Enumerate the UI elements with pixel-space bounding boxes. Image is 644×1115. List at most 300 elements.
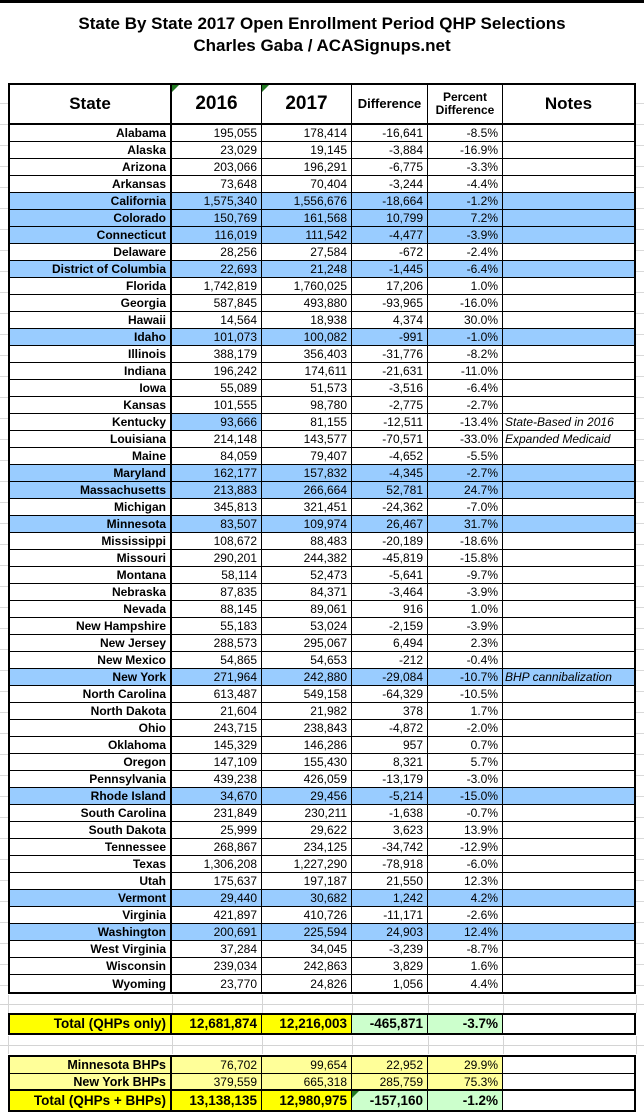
value-2017-cell: 242,863 xyxy=(262,958,352,974)
difference-cell: -4,872 xyxy=(352,720,428,736)
difference-cell: -3,516 xyxy=(352,380,428,396)
percent-difference-cell: -3.9% xyxy=(428,584,503,600)
table-row xyxy=(10,754,634,771)
notes-cell xyxy=(503,550,634,566)
notes-cell xyxy=(503,618,634,634)
value-2017-cell: 197,187 xyxy=(262,873,352,889)
table-body xyxy=(10,125,634,992)
state-name-cell: New Jersey xyxy=(10,635,172,651)
bhp-totals-block xyxy=(8,1055,636,1112)
notes-cell xyxy=(503,635,634,651)
notes-cell xyxy=(503,907,634,923)
value-2017-cell: 81,155 xyxy=(262,414,352,430)
notes-cell xyxy=(503,941,634,957)
value-2016-cell: 145,329 xyxy=(172,737,262,753)
table-row xyxy=(10,686,634,703)
bhp-2017-cell: 99,654 xyxy=(262,1057,352,1073)
notes-cell xyxy=(503,652,634,668)
value-2016-cell: 175,637 xyxy=(172,873,262,889)
notes-cell xyxy=(503,924,634,940)
table-row xyxy=(10,890,634,907)
value-2016-cell: 55,183 xyxy=(172,618,262,634)
title-line-1: State By State 2017 Open Enrollment Period QHP Selections xyxy=(78,14,566,33)
difference-cell: -4,345 xyxy=(352,465,428,481)
value-2016-cell: 87,835 xyxy=(172,584,262,600)
table-row xyxy=(10,839,634,856)
gridline-gap-2 xyxy=(0,1036,644,1054)
table-row xyxy=(10,482,634,499)
table-row xyxy=(10,533,634,550)
bhp-percent-cell: 29.9% xyxy=(428,1057,503,1073)
difference-cell: -70,571 xyxy=(352,431,428,447)
value-2016-cell: 28,256 xyxy=(172,244,262,260)
table-row xyxy=(10,261,634,278)
state-name-cell: Kansas xyxy=(10,397,172,413)
value-2017-cell: 266,664 xyxy=(262,482,352,498)
table-row xyxy=(10,788,634,805)
percent-difference-cell: 7.2% xyxy=(428,210,503,226)
difference-cell: 378 xyxy=(352,703,428,719)
state-name-cell: Alaska xyxy=(10,142,172,158)
state-name-cell: South Carolina xyxy=(10,805,172,821)
grand-total-2016-cell: 13,138,135 xyxy=(172,1091,262,1110)
value-2016-cell: 439,238 xyxy=(172,771,262,787)
notes-cell xyxy=(503,686,634,702)
value-2017-cell: 30,682 xyxy=(262,890,352,906)
value-2017-cell: 29,456 xyxy=(262,788,352,804)
state-name-cell: Florida xyxy=(10,278,172,294)
percent-difference-cell: -12.9% xyxy=(428,839,503,855)
value-2017-cell: 79,407 xyxy=(262,448,352,464)
qhp-selections-table xyxy=(8,83,636,994)
value-2017-cell: 242,880 xyxy=(262,669,352,685)
notes-cell xyxy=(503,737,634,753)
header-difference: Difference xyxy=(352,85,428,123)
difference-cell: 957 xyxy=(352,737,428,753)
percent-difference-cell: -5.5% xyxy=(428,448,503,464)
table-row xyxy=(10,363,634,380)
notes-cell xyxy=(503,227,634,243)
difference-cell: -78,918 xyxy=(352,856,428,872)
state-name-cell: Maryland xyxy=(10,465,172,481)
table-row xyxy=(10,431,634,448)
table-row xyxy=(10,125,634,142)
value-2016-cell: 150,769 xyxy=(172,210,262,226)
percent-difference-cell: 24.7% xyxy=(428,482,503,498)
total-qhps-only-block xyxy=(8,1013,636,1035)
percent-difference-cell: -6.4% xyxy=(428,261,503,277)
difference-cell: -991 xyxy=(352,329,428,345)
difference-cell: -21,631 xyxy=(352,363,428,379)
table-row xyxy=(10,958,634,975)
notes-cell xyxy=(503,754,634,770)
value-2016-cell: 84,059 xyxy=(172,448,262,464)
percent-difference-cell: -3.9% xyxy=(428,618,503,634)
notes-cell xyxy=(503,890,634,906)
notes-cell xyxy=(503,975,634,992)
difference-cell: -2,159 xyxy=(352,618,428,634)
value-2017-cell: 21,982 xyxy=(262,703,352,719)
value-2017-cell: 98,780 xyxy=(262,397,352,413)
notes-cell xyxy=(503,805,634,821)
bhp-2017-cell: 665,318 xyxy=(262,1074,352,1089)
difference-cell: 52,781 xyxy=(352,482,428,498)
table-row xyxy=(10,669,634,686)
state-name-cell: Georgia xyxy=(10,295,172,311)
difference-cell: -6,775 xyxy=(352,159,428,175)
table-row xyxy=(10,210,634,227)
state-name-cell: North Dakota xyxy=(10,703,172,719)
state-name-cell: Arkansas xyxy=(10,176,172,192)
value-2017-cell: 295,067 xyxy=(262,635,352,651)
notes-cell xyxy=(503,533,634,549)
difference-cell: 3,623 xyxy=(352,822,428,838)
difference-cell: -93,965 xyxy=(352,295,428,311)
value-2017-cell: 34,045 xyxy=(262,941,352,957)
value-2016-cell: 388,179 xyxy=(172,346,262,362)
total-label-cell: Total (QHPs only) xyxy=(10,1015,172,1033)
table-row xyxy=(10,159,634,176)
percent-difference-cell: -3.3% xyxy=(428,159,503,175)
difference-cell: -1,445 xyxy=(352,261,428,277)
notes-cell xyxy=(503,363,634,379)
difference-cell: 3,829 xyxy=(352,958,428,974)
value-2016-cell: 1,575,340 xyxy=(172,193,262,209)
state-name-cell: Tennessee xyxy=(10,839,172,855)
notes-cell xyxy=(503,176,634,192)
value-2016-cell: 239,034 xyxy=(172,958,262,974)
value-2016-cell: 93,666 xyxy=(172,414,262,430)
state-name-cell: New Hampshire xyxy=(10,618,172,634)
difference-cell: 26,467 xyxy=(352,516,428,532)
state-name-cell: Virginia xyxy=(10,907,172,923)
difference-cell: -3,464 xyxy=(352,584,428,600)
value-2017-cell: 356,403 xyxy=(262,346,352,362)
header-notes: Notes xyxy=(544,94,593,113)
state-name-cell: Michigan xyxy=(10,499,172,515)
notes-cell xyxy=(503,329,634,345)
value-2016-cell: 25,999 xyxy=(172,822,262,838)
value-2017-cell: 174,611 xyxy=(262,363,352,379)
new-york-bhps-row xyxy=(10,1074,634,1091)
state-name-cell: Massachusetts xyxy=(10,482,172,498)
value-2017-cell: 1,556,676 xyxy=(262,193,352,209)
table-row xyxy=(10,703,634,720)
state-name-cell: Pennsylvania xyxy=(10,771,172,787)
table-row xyxy=(10,822,634,839)
state-name-cell: Washington xyxy=(10,924,172,940)
value-2017-cell: 410,726 xyxy=(262,907,352,923)
notes-cell xyxy=(503,448,634,464)
value-2016-cell: 147,109 xyxy=(172,754,262,770)
table-row xyxy=(10,193,634,210)
notes-cell xyxy=(503,125,634,141)
notes-cell xyxy=(503,856,634,872)
percent-difference-cell: 4.4% xyxy=(428,975,503,992)
table-row xyxy=(10,414,634,431)
percent-difference-cell: -8.5% xyxy=(428,125,503,141)
difference-cell: -2,775 xyxy=(352,397,428,413)
state-name-cell: Illinois xyxy=(10,346,172,362)
state-name-cell: Colorado xyxy=(10,210,172,226)
state-name-cell: Hawaii xyxy=(10,312,172,328)
top-border-line xyxy=(0,0,644,3)
notes-cell xyxy=(503,873,634,889)
value-2017-cell: 157,832 xyxy=(262,465,352,481)
table-row xyxy=(10,567,634,584)
value-2016-cell: 196,242 xyxy=(172,363,262,379)
percent-difference-cell: 4.2% xyxy=(428,890,503,906)
state-name-cell: Montana xyxy=(10,567,172,583)
gridline-margin-left xyxy=(0,83,8,994)
difference-cell: 10,799 xyxy=(352,210,428,226)
value-2016-cell: 58,114 xyxy=(172,567,262,583)
header-percent-difference: Percent Difference xyxy=(428,85,503,123)
value-2017-cell: 111,542 xyxy=(262,227,352,243)
percent-difference-cell: -8.2% xyxy=(428,346,503,362)
difference-cell: -4,477 xyxy=(352,227,428,243)
percent-difference-cell: -13.4% xyxy=(428,414,503,430)
gridline-gap-1 xyxy=(0,995,644,1013)
percent-difference-cell: -1.0% xyxy=(428,329,503,345)
value-2017-cell: 89,061 xyxy=(262,601,352,617)
state-name-cell: Utah xyxy=(10,873,172,889)
percent-difference-cell: -2.7% xyxy=(428,465,503,481)
value-2016-cell: 21,604 xyxy=(172,703,262,719)
difference-cell: -20,189 xyxy=(352,533,428,549)
bhp-notes-cell xyxy=(503,1074,634,1089)
notes-cell xyxy=(503,601,634,617)
percent-difference-cell: -2.0% xyxy=(428,720,503,736)
state-name-cell: Rhode Island xyxy=(10,788,172,804)
value-2017-cell: 225,594 xyxy=(262,924,352,940)
value-2017-cell: 230,211 xyxy=(262,805,352,821)
table-row xyxy=(10,924,634,941)
table-row xyxy=(10,652,634,669)
difference-cell: 8,321 xyxy=(352,754,428,770)
value-2017-cell: 146,286 xyxy=(262,737,352,753)
value-2016-cell: 231,849 xyxy=(172,805,262,821)
bhp-2016-cell: 379,559 xyxy=(172,1074,262,1089)
bhp-label-cell: New York BHPs xyxy=(10,1074,172,1089)
value-2017-cell: 426,059 xyxy=(262,771,352,787)
value-2017-cell: 143,577 xyxy=(262,431,352,447)
notes-cell xyxy=(503,822,634,838)
notes-cell xyxy=(503,210,634,226)
value-2016-cell: 73,648 xyxy=(172,176,262,192)
state-name-cell: Delaware xyxy=(10,244,172,260)
bhp-label-cell: Minnesota BHPs xyxy=(10,1057,172,1073)
state-name-cell: Wyoming xyxy=(10,975,172,992)
percent-difference-cell: -10.5% xyxy=(428,686,503,702)
value-2016-cell: 213,883 xyxy=(172,482,262,498)
percent-difference-cell: 13.9% xyxy=(428,822,503,838)
difference-cell: -5,641 xyxy=(352,567,428,583)
notes-cell xyxy=(503,261,634,277)
table-row xyxy=(10,720,634,737)
table-row xyxy=(10,244,634,261)
state-name-cell: Louisiana xyxy=(10,431,172,447)
notes-cell xyxy=(503,584,634,600)
table-row xyxy=(10,295,634,312)
value-2016-cell: 345,813 xyxy=(172,499,262,515)
percent-difference-cell: -6.0% xyxy=(428,856,503,872)
notes-cell: Expanded Medicaid xyxy=(505,432,611,446)
state-name-cell: South Dakota xyxy=(10,822,172,838)
notes-cell: State-Based in 2016 xyxy=(505,415,614,429)
table-row xyxy=(10,142,634,159)
state-name-cell: Wisconsin xyxy=(10,958,172,974)
percent-difference-cell: -33.0% xyxy=(428,431,503,447)
state-name-cell: Oregon xyxy=(10,754,172,770)
state-name-cell: New Mexico xyxy=(10,652,172,668)
difference-cell: -12,511 xyxy=(352,414,428,430)
value-2016-cell: 271,964 xyxy=(172,669,262,685)
notes-cell xyxy=(503,958,634,974)
percent-difference-cell: 0.7% xyxy=(428,737,503,753)
percent-difference-cell: 1.6% xyxy=(428,958,503,974)
state-name-cell: Mississippi xyxy=(10,533,172,549)
notes-cell xyxy=(503,278,634,294)
notes-cell xyxy=(503,312,634,328)
table-row xyxy=(10,346,634,363)
value-2016-cell: 613,487 xyxy=(172,686,262,702)
table-row xyxy=(10,278,634,295)
table-row xyxy=(10,771,634,788)
table-row xyxy=(10,380,634,397)
bhp-percent-cell: 75.3% xyxy=(428,1074,503,1089)
bhp-notes-cell xyxy=(503,1057,634,1073)
difference-cell: -1,638 xyxy=(352,805,428,821)
difference-cell: -5,214 xyxy=(352,788,428,804)
grand-total-2017-cell: 12,980,975 xyxy=(262,1091,352,1110)
state-name-cell: Minnesota xyxy=(10,516,172,532)
percent-difference-cell: 2.3% xyxy=(428,635,503,651)
difference-cell: -34,742 xyxy=(352,839,428,855)
notes-cell: BHP cannibalization xyxy=(503,669,634,685)
value-2016-cell: 108,672 xyxy=(172,533,262,549)
state-name-cell: Idaho xyxy=(10,329,172,345)
value-2017-cell: 27,584 xyxy=(262,244,352,260)
table-row xyxy=(10,635,634,652)
difference-cell: 21,550 xyxy=(352,873,428,889)
state-name-cell: New York xyxy=(10,669,172,685)
bhp-2016-cell: 76,702 xyxy=(172,1057,262,1073)
notes-cell xyxy=(503,516,634,532)
state-name-cell: District of Columbia xyxy=(10,261,172,277)
value-2017-cell: 24,826 xyxy=(262,975,352,992)
percent-difference-cell: -2.7% xyxy=(428,397,503,413)
value-2016-cell: 195,055 xyxy=(172,125,262,141)
value-2017-cell: 238,843 xyxy=(262,720,352,736)
value-2016-cell: 101,073 xyxy=(172,329,262,345)
notes-cell xyxy=(503,567,634,583)
percent-difference-cell: -3.0% xyxy=(428,771,503,787)
percent-difference-cell: -2.4% xyxy=(428,244,503,260)
difference-cell: -11,171 xyxy=(352,907,428,923)
state-name-cell: Nevada xyxy=(10,601,172,617)
table-row xyxy=(10,805,634,822)
value-2016-cell: 421,897 xyxy=(172,907,262,923)
value-2017-cell: 234,125 xyxy=(262,839,352,855)
percent-difference-cell: -10.7% xyxy=(428,669,503,685)
percent-difference-cell: 5.7% xyxy=(428,754,503,770)
grand-total-notes-cell xyxy=(503,1091,634,1110)
value-2016-cell: 101,555 xyxy=(172,397,262,413)
value-2017-cell: 493,880 xyxy=(262,295,352,311)
difference-cell: -64,329 xyxy=(352,686,428,702)
value-2017-cell: 19,145 xyxy=(262,142,352,158)
value-2017-cell: 29,622 xyxy=(262,822,352,838)
state-name-cell: North Carolina xyxy=(10,686,172,702)
page-title xyxy=(0,13,644,57)
notes-cell xyxy=(503,159,634,175)
total-qhps-only-row xyxy=(10,1015,634,1033)
state-name-cell: Indiana xyxy=(10,363,172,379)
value-2016-cell: 37,284 xyxy=(172,941,262,957)
value-2016-cell: 587,845 xyxy=(172,295,262,311)
table-row xyxy=(10,448,634,465)
table-row xyxy=(10,465,634,482)
grand-total-label-cell: Total (QHPs + BHPs) xyxy=(10,1091,172,1110)
value-2017-cell: 161,568 xyxy=(262,210,352,226)
value-2016-cell: 1,742,819 xyxy=(172,278,262,294)
percent-difference-cell: -15.8% xyxy=(428,550,503,566)
total-difference-cell: -465,871 xyxy=(352,1015,428,1033)
percent-difference-cell: 12.4% xyxy=(428,924,503,940)
bhp-difference-cell: 22,952 xyxy=(352,1057,428,1073)
notes-cell xyxy=(503,703,634,719)
bhp-difference-cell: 285,759 xyxy=(352,1074,428,1089)
difference-cell: -4,652 xyxy=(352,448,428,464)
value-2017-cell: 21,248 xyxy=(262,261,352,277)
percent-difference-cell: -8.7% xyxy=(428,941,503,957)
value-2016-cell: 1,306,208 xyxy=(172,856,262,872)
value-2017-cell: 109,974 xyxy=(262,516,352,532)
value-2017-cell: 1,760,025 xyxy=(262,278,352,294)
header-2016: 2016 xyxy=(172,85,262,123)
percent-difference-cell: -16.0% xyxy=(428,295,503,311)
table-row xyxy=(10,550,634,567)
total-notes-cell xyxy=(503,1015,634,1033)
difference-cell: -3,239 xyxy=(352,941,428,957)
difference-cell: 916 xyxy=(352,601,428,617)
value-2017-cell: 88,483 xyxy=(262,533,352,549)
state-name-cell: Arizona xyxy=(10,159,172,175)
difference-cell: -31,776 xyxy=(352,346,428,362)
table-row xyxy=(10,601,634,618)
percent-difference-cell: 1.7% xyxy=(428,703,503,719)
value-2017-cell: 54,653 xyxy=(262,652,352,668)
percent-difference-cell: 12.3% xyxy=(428,873,503,889)
value-2016-cell: 54,865 xyxy=(172,652,262,668)
total-2017-cell: 12,216,003 xyxy=(262,1015,352,1033)
table-row xyxy=(10,618,634,635)
value-2016-cell: 243,715 xyxy=(172,720,262,736)
value-2016-cell: 288,573 xyxy=(172,635,262,651)
value-2016-cell: 268,867 xyxy=(172,839,262,855)
notes-cell xyxy=(503,499,634,515)
difference-cell: 1,056 xyxy=(352,975,428,992)
state-name-cell: Ohio xyxy=(10,720,172,736)
value-2016-cell: 14,564 xyxy=(172,312,262,328)
table-header-row xyxy=(10,85,634,125)
difference-cell: -13,179 xyxy=(352,771,428,787)
value-2017-cell: 100,082 xyxy=(262,329,352,345)
table-row xyxy=(10,584,634,601)
value-2017-cell: 1,227,290 xyxy=(262,856,352,872)
total-2016-cell: 12,681,874 xyxy=(172,1015,262,1033)
